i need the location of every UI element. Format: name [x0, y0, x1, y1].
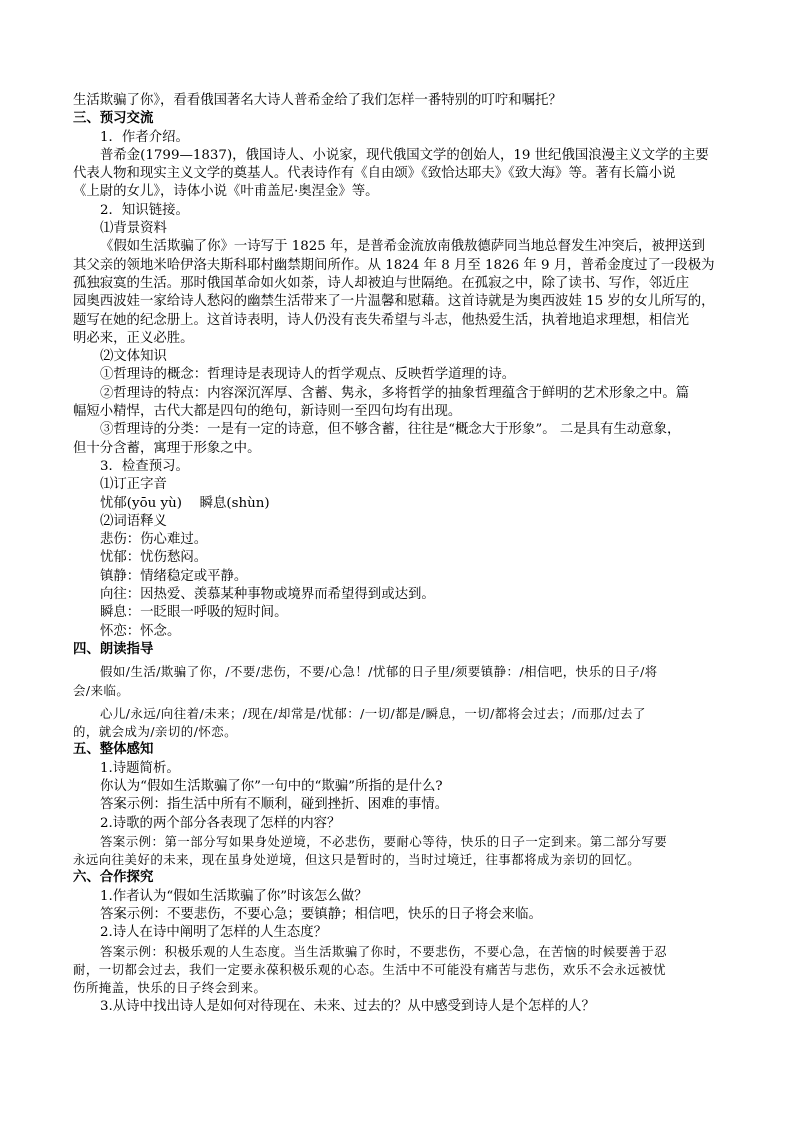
text-line: ①哲理诗的概念：哲理诗是表现诗人的哲学观点、反映哲学道理的诗。 [100, 367, 516, 383]
answer-line: 伤所掩盖，快乐的日子终会到来。 [73, 980, 267, 996]
answer-line: 答案示例：第一部分写如果身处逆境，不必悲伤，要耐心等待，快乐的日子一定到来。第二部分写要 [100, 833, 668, 849]
text-line: 镇静：情绪稳定或平静。 [100, 568, 248, 584]
text-line: 答案示例：指生活中所有不顺利，碰到挫折、困难的事情。 [100, 797, 449, 813]
text-line: 忧郁：忧伤愁闷。 [100, 550, 208, 566]
text-line: 明必来，正义必胜。 [73, 330, 194, 346]
text-line: 题写在她的纪念册上。这首诗表明，诗人仍没有丧失希望与斗志，他热爱生活，执着地追求理想，相信光 [73, 312, 689, 328]
text-line: ③哲理诗的分类：一是有一定的诗意，但不够含蓄，往往是“概念大于形象”。 二是具有生动意象， [100, 422, 681, 438]
poem-line: 心儿/永远/向往着/未来；/现在/却常是/忧郁：/一切/都是/瞬息，一切/都将会过去；/而那/过去了 [100, 705, 646, 721]
answer-line: 答案示例：积极乐观的人生态度。当生活欺骗了你时，不要悲伤，不要心急，在苦恼的时候要善于忍 [100, 943, 668, 959]
text-line: ⑴背景资料 [100, 221, 167, 237]
poem-line: 假如/生活/欺骗了你，/不要/悲伤，不要/心急！/忧郁的日子里/须要镇静：/相信吧，快乐的日子/将 [100, 664, 658, 680]
poem-line: 的，就会成为/亲切的/怀恋。 [73, 724, 238, 740]
text-line: 其父亲的领地米哈伊洛夫斯科耶村幽禁期间所作。从 1824 年 8 月至 1826 年 9 月，普希金度过了一段极为 [73, 257, 715, 273]
text-line: 3.从诗中找出诗人是如何对待现在、未来、过去的？从中感受到诗人是个怎样的人？ [100, 998, 595, 1014]
text-line: 1.诗题简析。 [100, 760, 180, 776]
text-line: 代表人物和现实主义文学的奠基人。代表诗作有《自由颂》《致恰达耶夫》《致大海》等。著有长篇小说 [73, 166, 676, 182]
text-line: 你认为“假如生活欺骗了你”一句中的“欺骗”所指的是什么? [100, 778, 443, 794]
text-line: 但十分含蓄，寓理于形象之中。 [73, 440, 261, 456]
text-line: 1.作者认为“假如生活欺骗了你”时该怎么做？ [100, 888, 368, 904]
text-line: 悲伤：伤心难过。 [100, 532, 208, 548]
text-line: ⑵词语释义 [100, 513, 167, 529]
text-line: 2．知识链接。 [100, 202, 189, 218]
text-line: 3．检查预习。 [100, 458, 189, 474]
section-heading: 六、合作探究 [73, 870, 154, 886]
text-line: 向往：因热爱、羡慕某种事物或境界而希望得到或达到。 [100, 587, 435, 603]
text-line: 孤独寂寞的生活。那时俄国革命如火如荼，诗人却被迫与世隔绝。在孤寂之中，除了读书、写作，邻近庄 [73, 275, 689, 291]
text-line: 《上尉的女儿》，诗体小说《叶甫盖尼·奥涅金》等。 [73, 184, 379, 200]
text-line: 2.诗歌的两个部分各表现了怎样的内容？ [100, 815, 341, 831]
text-line: 2.诗人在诗中阐明了怎样的人生态度？ [100, 925, 328, 941]
text-line: 忧郁(yōu yù) 瞬息(shùn) [100, 495, 270, 511]
poem-line: 会/来临。 [73, 682, 130, 698]
answer-line: 耐，一切都会过去，我们一定要永葆积极乐观的心态。生活中不可能没有痛苦与悲伤，欢乐不会永远被忧 [73, 961, 666, 977]
section-heading: 三、预习交流 [73, 111, 154, 127]
text-line: ②哲理诗的特点：内容深沉浑厚、含蓄、隽永，多将哲学的抽象哲理蕴含于鲜明的艺术形象之中。篇 [100, 385, 690, 401]
text-line: 《假如生活欺骗了你》一诗写于 1825 年，是普希金流放南俄敖德萨同当地总督发生冲突后，被押送到 [100, 239, 705, 255]
section-heading: 四、朗读指导 [73, 641, 154, 657]
text-line: ⑴订正字音 [100, 477, 167, 493]
text-line: 怀恋：怀念。 [100, 623, 181, 639]
text-line: 答案示例：不要悲伤，不要心急；要镇静；相信吧，快乐的日子将会来临。 [100, 907, 542, 923]
text-line: 普希金(1799—1837)，俄国诗人、小说家，现代俄国文学的创始人，19 世纪俄国浪漫主义文学的主要 [100, 147, 709, 163]
document-page [73, 92, 725, 1016]
text-line: 瞬息：一眨眼一呼吸的短时间。 [100, 605, 288, 621]
text-line: 园奥西波娃一家给诗人愁闷的幽禁生活带来了一片温馨和慰藉。这首诗就是为奥西波娃 15 岁的女儿所写的， [73, 294, 715, 310]
text-line: 1．作者介绍。 [100, 129, 189, 145]
text-line: ⑵文体知识 [100, 349, 167, 365]
answer-line: 永远向往美好的未来，现在虽身处逆境，但这只是暂时的，当时过境迁，往事都将成为亲切的回忆。 [73, 852, 641, 868]
section-heading: 五、整体感知 [73, 742, 154, 758]
text-line: 生活欺骗了你》，看看俄国著名大诗人普希金给了我们怎样一番特别的叮咛和嘱托？ [73, 93, 562, 108]
text-line: 幅短小精悍，古代大都是四句的绝句，新诗则一至四句均有出现。 [73, 404, 462, 420]
